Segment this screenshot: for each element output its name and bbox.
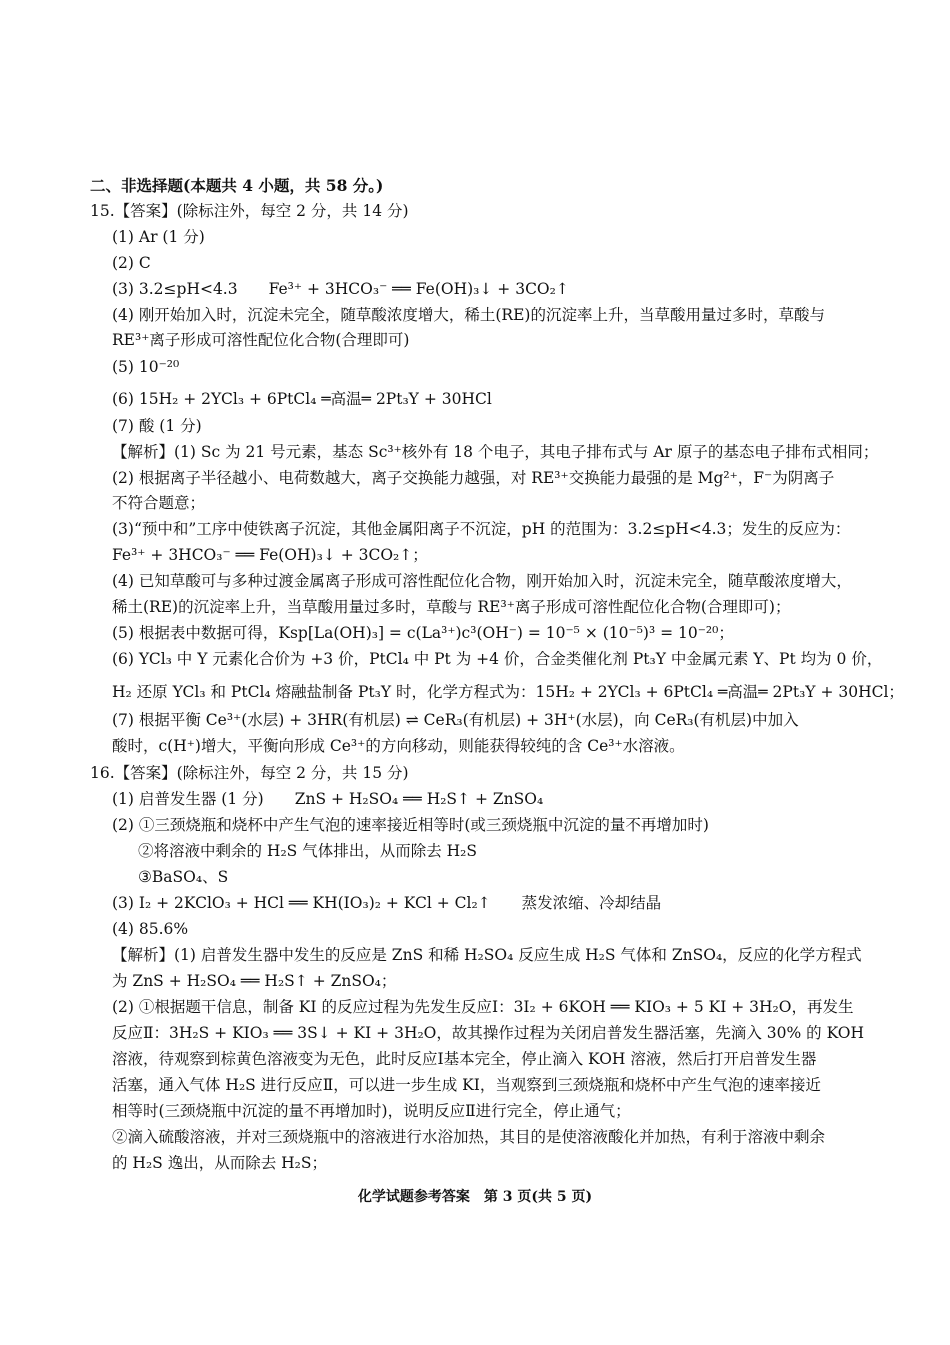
q15-explanation-6-line1: (6) YCl₃ 中 Y 元素化合价为 +3 价，PtCl₄ 中 Pt 为 +4 价，合金类催化剂 Pt₃Y 中金属元素 Y、Pt 均为 0 价，	[112, 650, 883, 668]
q16-explanation-2-line6: ②滴入硫酸溶液，并对三颈烧瓶中的溶液进行水浴加热，其目的是使溶液酸化并加热，有利于溶液中剩余	[112, 1128, 826, 1146]
q16-explanation-2-line1: (2) ①根据题干信息，制备 KI 的反应过程为先发生反应Ⅰ：3I₂ + 6KOH ══ KIO₃ + 5 KI + 3H₂O，再发生	[112, 998, 854, 1016]
q15-explanation-3-line2: Fe³⁺ + 3HCO₃⁻ ══ Fe(OH)₃↓ + 3CO₂↑；	[112, 546, 428, 564]
q15-answer-7: (7) 酸 (1 分)	[112, 417, 202, 435]
q16-answer-2-part2: ②将溶液中剩余的 H₂S 气体排出，从而除去 H₂S	[138, 842, 477, 860]
q16-explanation-2-line3: 溶液，待观察到棕黄色溶液变为无色，此时反应Ⅰ基本完全，停止滴入 KOH 溶液，然后打开启普发生器	[112, 1050, 817, 1068]
q15-explanation-5: (5) 根据表中数据可得，Ksp[La(OH)₃] = c(La³⁺)c³(OH⁻) = 10⁻⁵ × (10⁻⁵)³ = 10⁻²⁰；	[112, 624, 734, 642]
q15-explanation-3-line1: (3)“预中和”工序中使铁离子沉淀，其他金属阳离子不沉淀，pH 的范围为：3.2≤pH<4.3；发生的反应为：	[112, 520, 851, 538]
q16-explanation-2-line2: 反应Ⅱ：3H₂S + KIO₃ ══ 3S↓ + KI + 3H₂O，故其操作过程为关闭启普发生器活塞，先滴入 30% 的 KOH	[112, 1024, 865, 1042]
q16-answer-3: (3) I₂ + 2KClO₃ + HCl ══ KH(IO₃)₂ + KCl + Cl₂↑ 蒸发浓缩、冷却结晶	[112, 894, 662, 912]
q16-answer-2-part1: (2) ①三颈烧瓶和烧杯中产生气泡的速率接近相等时(或三颈烧瓶中沉淀的量不再增加时)	[112, 816, 709, 834]
q15-explanation-4-line1: (4) 已知草酸可与多种过渡金属离子形成可溶性配位化合物，刚开始加入时，沉淀未完全，随草酸浓度增大，	[112, 572, 852, 590]
q16-explanation-1-line1: 【解析】(1) 启普发生器中发生的反应是 ZnS 和稀 H₂SO₄ 反应生成 H₂S 气体和 ZnSO₄，反应的化学方程式	[112, 946, 862, 964]
q15-answer-6: (6) 15H₂ + 2YCl₃ + 6PtCl₄ ═高温═ 2Pt₃Y + 30HCl	[112, 390, 492, 408]
q16-explanation-2-line5: 相等时(三颈烧瓶中沉淀的量不再增加时)，说明反应Ⅱ进行完全，停止通气；	[112, 1102, 631, 1120]
q16-explanation-2-line4: 活塞，通入气体 H₂S 进行反应Ⅱ，可以进一步生成 KI，当观察到三颈烧瓶和烧杯中产生气泡的速率接近	[112, 1076, 821, 1094]
q16-answer-2-part3: ③BaSO₄、S	[138, 868, 229, 886]
q16-explanation-2-line7: 的 H₂S 逸出，从而除去 H₂S；	[112, 1154, 327, 1172]
q15-explanation-1: 【解析】(1) Sc 为 21 号元素，基态 Sc³⁺核外有 18 个电子，其电子排布式与 Ar 原子的基态电子排布式相同；	[112, 443, 879, 461]
q15-explanation-7-line2: 酸时，c(H⁺)增大，平衡向形成 Ce³⁺的方向移动，则能获得较纯的含 Ce³⁺水溶液。	[112, 737, 685, 755]
q15-answer-4-line1: (4) 刚开始加入时，沉淀未完全，随草酸浓度增大，稀土(RE)的沉淀率上升，当草酸用量过多时，草酸与	[112, 306, 825, 324]
q16-explanation-1-line2: 为 ZnS + H₂SO₄ ══ H₂S↑ + ZnSO₄；	[112, 972, 397, 990]
q16-header: 16.【答案】(除标注外，每空 2 分，共 15 分)	[90, 764, 409, 782]
q15-answer-1: (1) Ar (1 分)	[112, 228, 205, 246]
q16-answer-4: (4) 85.6%	[112, 920, 189, 938]
q15-explanation-2-line2: 不符合题意；	[112, 494, 206, 512]
page-footer: 化学试题参考答案 第 3 页(共 5 页)	[357, 1189, 593, 1205]
q15-explanation-7-line1: (7) 根据平衡 Ce³⁺(水层) + 3HR(有机层) ⇌ CeR₃(有机层) + 3H⁺(水层)，向 CeR₃(有机层)中加入	[112, 711, 799, 729]
q15-answer-3: (3) 3.2≤pH<4.3 Fe³⁺ + 3HCO₃⁻ ══ Fe(OH)₃↓ + 3CO₂↑	[112, 280, 569, 298]
q15-answer-2: (2) C	[112, 254, 151, 272]
q15-answer-4-line2: RE³⁺离子形成可溶性配位化合物(合理即可)	[112, 331, 410, 349]
q15-explanation-4-line2: 稀土(RE)的沉淀率上升，当草酸用量过多时，草酸与 RE³⁺离子形成可溶性配位化合物(合理即可)；	[112, 598, 791, 616]
q15-header: 15.【答案】(除标注外，每空 2 分，共 14 分)	[90, 202, 409, 220]
q15-answer-5: (5) 10⁻²⁰	[112, 358, 180, 376]
q16-answer-1: (1) 启普发生器 (1 分) ZnS + H₂SO₄ ══ H₂S↑ + ZnSO₄	[112, 790, 544, 808]
section-title: 二、非选择题(本题共 4 小题，共 58 分。)	[90, 176, 384, 195]
q15-explanation-6-line2: H₂ 还原 YCl₃ 和 PtCl₄ 熔融盐制备 Pt₃Y 时，化学方程式为：15H₂ + 2YCl₃ + 6PtCl₄ ═高温═ 2Pt₃Y + 30HCl；	[112, 683, 904, 701]
q15-explanation-2-line1: (2) 根据离子半径越小、电荷数越大，离子交换能力越强，对 RE³⁺交换能力最强的是 Mg²⁺，F⁻为阴离子	[112, 469, 835, 487]
